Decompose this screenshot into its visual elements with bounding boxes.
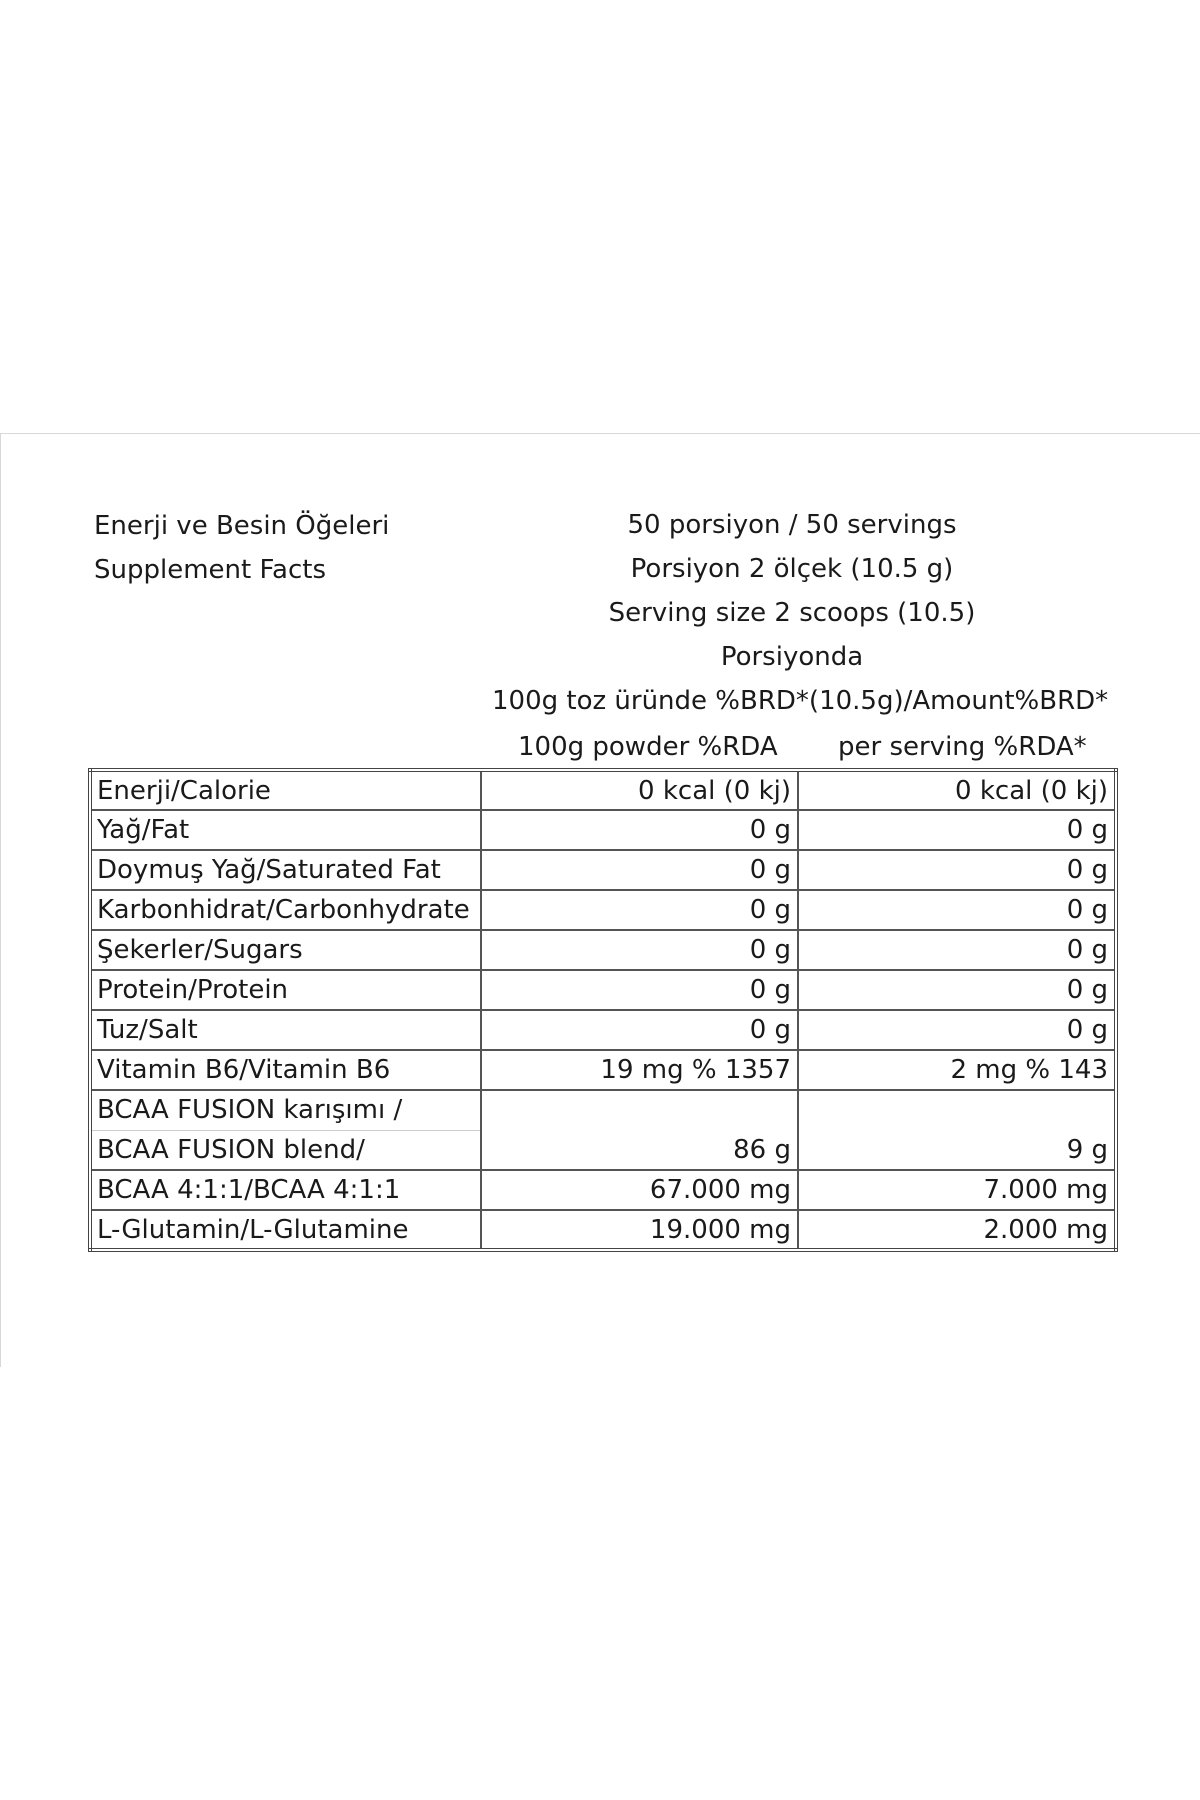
serving-size-turkish: Porsiyon 2 ölçek (10.5 g) (630, 554, 954, 584)
nutrient-name: L-Glutamin/L-Glutamine (90, 1210, 481, 1250)
value-per-100g: 19.000 mg (481, 1210, 798, 1250)
value-per-serving: 0 g (798, 890, 1116, 930)
column-heading-per-serving: per serving %RDA* (838, 732, 1087, 762)
nutrient-name: Karbonhidrat/Carbonhydrate (90, 890, 481, 930)
table-row (90, 1170, 1116, 1210)
table-row (90, 930, 1116, 970)
table-row (90, 1050, 1116, 1090)
blend-name-line2: BCAA FUSION blend/ (90, 1130, 481, 1170)
value-per-serving: 2 mg % 143 (798, 1050, 1116, 1090)
table-row (90, 850, 1116, 890)
value-per-serving: 2.000 mg (798, 1210, 1116, 1250)
nutrient-name: Tuz/Salt (90, 1010, 481, 1050)
serving-size-english: Serving size 2 scoops (10.5) (608, 598, 976, 628)
servings-count: 50 porsiyon / 50 servings (627, 510, 957, 540)
value-per-100g: 0 g (481, 970, 798, 1010)
title-english: Supplement Facts (94, 555, 327, 585)
table-row (90, 810, 1116, 850)
value-per-serving: 0 g (798, 930, 1116, 970)
nutrient-name: Şekerler/Sugars (90, 930, 481, 970)
column-heading-per100: 100g powder %RDA (518, 732, 778, 762)
nutrient-name: Yağ/Fat (90, 810, 481, 850)
nutrient-name: BCAA 4:1:1/BCAA 4:1:1 (90, 1170, 481, 1210)
nutrient-name: Protein/Protein (90, 970, 481, 1010)
table-row (90, 770, 1116, 810)
value-per-serving: 0 g (798, 850, 1116, 890)
supplement-facts-table (88, 768, 1118, 1252)
table-row (90, 1010, 1116, 1050)
nutrient-name: Doymuş Yağ/Saturated Fat (90, 850, 481, 890)
value-per-serving: 0 g (798, 970, 1116, 1010)
value-per-100g: 0 g (481, 930, 798, 970)
nutrient-name: Enerji/Calorie (90, 770, 481, 810)
value-per-serving: 0 g (798, 1010, 1116, 1050)
value-per-100g: 0 g (481, 890, 798, 930)
value-per-100g: 0 g (481, 1010, 798, 1050)
column-heading-turkish: 100g toz üründe %BRD*(10.5g)/Amount%BRD* (492, 686, 1109, 716)
value-per-100g: 0 kcal (0 kj) (481, 770, 798, 810)
blend-value-per-100g: 86 g (481, 1090, 798, 1170)
value-per-100g: 0 g (481, 850, 798, 890)
per-serving-heading: Porsiyonda (720, 642, 864, 672)
blend-name-line1: BCAA FUSION karışımı / (90, 1090, 481, 1130)
value-per-serving: 0 g (798, 810, 1116, 850)
nutrient-name: Vitamin B6/Vitamin B6 (90, 1050, 481, 1090)
blend-value-per-serving: 9 g (798, 1090, 1116, 1170)
value-per-100g: 19 mg % 1357 (481, 1050, 798, 1090)
table-row (90, 890, 1116, 930)
value-per-100g: 0 g (481, 810, 798, 850)
value-per-100g: 67.000 mg (481, 1170, 798, 1210)
value-per-serving: 7.000 mg (798, 1170, 1116, 1210)
title-turkish: Enerji ve Besin Öğeleri (94, 511, 390, 541)
table-row (90, 970, 1116, 1010)
table-row (90, 1210, 1116, 1250)
value-per-serving: 0 kcal (0 kj) (798, 770, 1116, 810)
table-row-blend (90, 1090, 1116, 1130)
